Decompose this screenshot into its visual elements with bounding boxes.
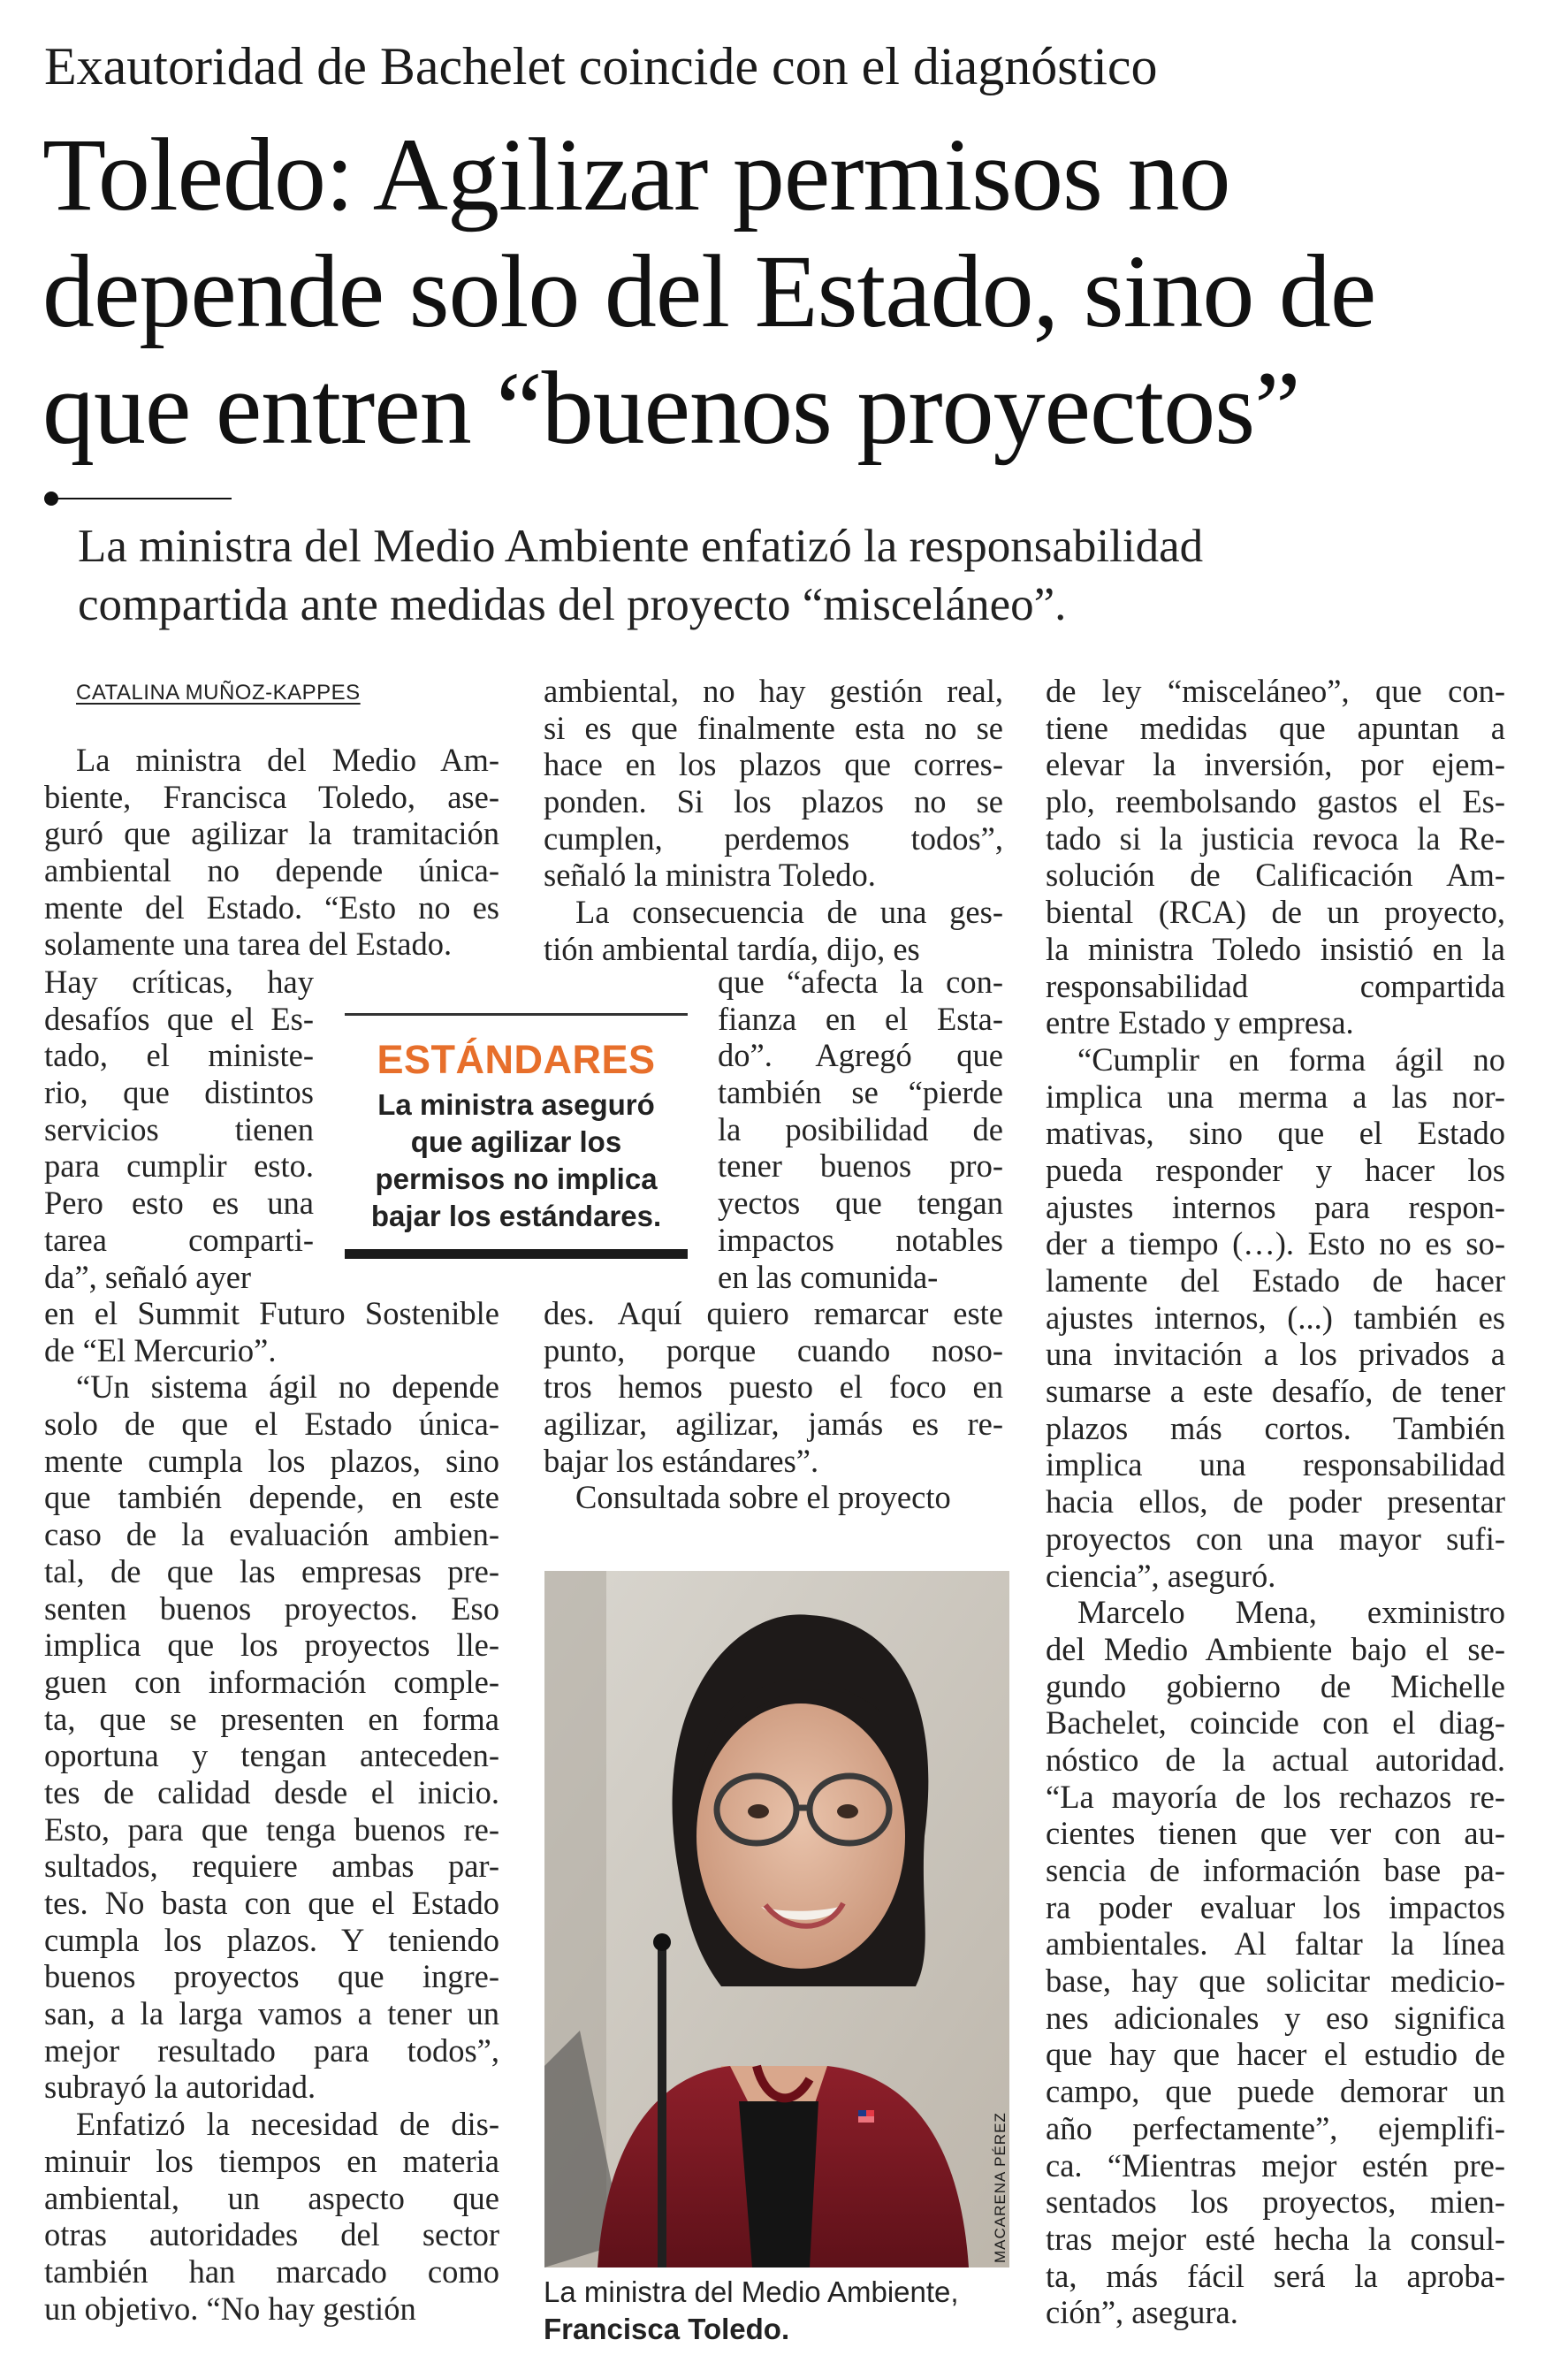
text-line: de ley “misceláneo”, que con- [1046, 673, 1505, 709]
text-line: sumarse a este desafío, de tener [1046, 1373, 1505, 1410]
column-2-wrap [718, 964, 1003, 1295]
text-line: buenos proyectos que ingre- [44, 1958, 499, 1995]
text-line: solo de que el Estado única- [44, 1406, 499, 1443]
text-line: agilizar, agilizar, jamás es re- [544, 1406, 1003, 1443]
text-line: sencia de información base pa- [1046, 1852, 1505, 1888]
text-line: nes adicionales y eso significa [1046, 1999, 1505, 2036]
text-line: del Medio Ambiente bajo el se- [1046, 1630, 1505, 1667]
text-line: responsabilidad compartida [1046, 967, 1505, 1004]
pull-quote-line: que agilizar los [410, 1125, 622, 1158]
headline-line: depende solo del Estado, sino de [42, 233, 1376, 349]
text-line: plo, reembolsando gastos el Es- [1046, 783, 1505, 820]
text-line: base, hay que solicitar medicio- [1046, 1963, 1505, 2000]
text-line: Consultada sobre el proyecto [575, 1479, 951, 1516]
deck-rule [55, 498, 232, 499]
photo-credit-text: MACARENA PÉREZ [992, 2112, 1009, 2263]
text-line: Pero esto es una [44, 1185, 314, 1222]
text-line: un objetivo. “No hay gestión [44, 2290, 416, 2327]
deck-line: compartida ante medidas del proyecto “misceláneo”. [78, 579, 1067, 630]
text-line: ca. “Mientras mejor estén pre- [1046, 2146, 1505, 2184]
text-line: La ministra del Medio Am- [76, 742, 499, 778]
kicker: Exautoridad de Bachelet coincide con el diagnóstico [44, 37, 1158, 95]
text-line: que “afecta la con- [718, 964, 1003, 1000]
text-line: tros hemos puesto el foco en [544, 1368, 1003, 1406]
text-line: lamente del Estado de hacer [1046, 1262, 1505, 1299]
pull-quote [345, 1013, 688, 1259]
text-line: una invitación a los privados a [1046, 1336, 1505, 1373]
column-2-top [544, 673, 1003, 968]
headline-line: Toledo: Agilizar permisos no [42, 117, 1230, 232]
headline [42, 117, 1536, 467]
text-line: mente del Estado. “Esto no es [44, 888, 499, 926]
text-line: proyectos con una mayor sufi- [1046, 1520, 1505, 1557]
text-line: también han marcado como [44, 2252, 499, 2290]
column-1-wrap [44, 964, 314, 1295]
pull-quote-line: permisos no implica [375, 1162, 658, 1195]
text-line: ra poder evaluar los impactos [1046, 1888, 1505, 1925]
text-line: da”, señaló ayer [44, 1258, 252, 1295]
text-line: mejor resultado para todos”, [44, 2031, 499, 2069]
deck [78, 517, 1527, 634]
text-line: otras autoridades del sector [44, 2216, 499, 2253]
text-line: campo, que puede demorar un [1046, 2073, 1505, 2110]
photo-caption [544, 2274, 1021, 2348]
text-line: señaló la ministra Toledo. [544, 857, 876, 894]
text-line: subrayó la autoridad. [44, 2069, 316, 2106]
text-line: Hay críticas, hay [44, 964, 314, 1000]
text-line: implica una merma a las nor- [1046, 1078, 1505, 1115]
text-line: “La mayoría de los rechazos re- [1046, 1778, 1505, 1815]
text-line: de “El Mercurio”. [44, 1331, 277, 1368]
text-line: biental (RCA) de un proyecto, [1046, 894, 1505, 931]
text-line: Esto, para que tenga buenos re- [44, 1810, 499, 1848]
byline: CATALINA MUÑOZ-KAPPES [76, 681, 361, 705]
text-line: tes de calidad desde el inicio. [44, 1773, 499, 1810]
deck-line: La ministra del Medio Ambiente enfatizó la responsabilidad [78, 521, 1204, 572]
pull-quote-bar [345, 1249, 688, 1259]
text-line: ambiental no depende única- [44, 852, 499, 889]
column-1-bottom [44, 1295, 499, 2327]
text-line: biente, Francisca Toledo, ase- [44, 778, 499, 815]
text-line: ta, que se presenten en forma [44, 1700, 499, 1737]
text-line: entre Estado y empresa. [1046, 1004, 1354, 1041]
text-line: Enfatizó la necesidad de dis- [76, 2106, 499, 2143]
text-line: que también depende, en este [44, 1479, 499, 1516]
text-line: pueda responder y hacer los [1046, 1151, 1505, 1188]
text-line: también se “pierde [718, 1074, 1003, 1111]
text-line: cientes tienen que ver con au- [1046, 1815, 1505, 1852]
text-line: sultados, requiere ambas par- [44, 1848, 499, 1885]
text-line: si es que finalmente esta no se [544, 709, 1003, 746]
text-line: mativas, sino que el Estado [1046, 1115, 1505, 1152]
text-line: nóstico de la actual autoridad. [1046, 1741, 1505, 1778]
caption-line: La ministra del Medio Ambiente, [544, 2275, 959, 2308]
text-line: punto, porque cuando noso- [544, 1331, 1003, 1368]
text-line: ta, más fácil será la aproba- [1046, 2257, 1505, 2294]
text-line: ajustes internos para respon- [1046, 1188, 1505, 1225]
text-line: ponden. Si los plazos no se [544, 783, 1003, 820]
text-line: san, a la larga vamos a tener un [44, 1995, 499, 2032]
pull-quote-line: bajar los estándares. [370, 1200, 662, 1232]
text-line: servicios tienen [44, 1110, 314, 1147]
text-line: en las comunida- [718, 1258, 939, 1295]
text-line: impactos notables [718, 1221, 1003, 1258]
text-line: mente cumpla los plazos, sino [44, 1442, 499, 1479]
text-line: tiene medidas que apuntan a [1046, 709, 1505, 746]
text-line: tener buenos pro- [718, 1147, 1003, 1185]
text-line: hacia ellos, de poder presentar [1046, 1483, 1505, 1521]
pull-quote-line: La ministra aseguró [377, 1088, 655, 1121]
text-line: “Un sistema ágil no depende [76, 1368, 499, 1406]
text-line: solución de Calificación Am- [1046, 857, 1505, 894]
text-line: do”. Agregó que [718, 1037, 1003, 1074]
text-line: “Cumplir en forma ágil no [1077, 1040, 1505, 1078]
text-line: elevar la inversión, por ejem- [1046, 746, 1505, 783]
photo-credit [992, 1874, 1018, 2263]
text-line: tado, el ministe- [44, 1037, 314, 1074]
text-line: ajustes internos, (...) también es [1046, 1299, 1505, 1336]
text-line: minuir los tiempos en materia [44, 2142, 499, 2179]
column-3 [1046, 673, 1505, 2331]
text-line: La consecuencia de una ges- [575, 894, 1003, 931]
text-line: la ministra Toledo insistió en la [1046, 930, 1505, 967]
text-line: que hay que hacer el estudio de [1046, 2036, 1505, 2073]
portrait-photo [544, 1571, 1009, 2267]
text-line: cumplen, perdemos todos”, [544, 819, 1003, 857]
text-line: bajar los estándares”. [544, 1442, 819, 1479]
text-line: ambiental, no hay gestión real, [544, 673, 1003, 709]
pull-quote-title: ESTÁNDARES [377, 1037, 656, 1082]
text-line: yectos que tengan [718, 1185, 1003, 1222]
text-line: año perfectamente”, ejemplifi- [1046, 2109, 1505, 2146]
text-line: en el Summit Futuro Sostenible [44, 1295, 499, 1331]
text-line: des. Aquí quiero remarcar este [544, 1295, 1003, 1331]
text-line: ciencia”, aseguró. [1046, 1557, 1276, 1594]
text-line: rio, que distintos [44, 1074, 314, 1111]
text-line: plazos más cortos. También [1046, 1409, 1505, 1446]
text-line: der a tiempo (…). Esto no es so- [1046, 1225, 1505, 1262]
text-line: tión ambiental tardía, dijo, es [544, 930, 920, 967]
pull-quote-text [345, 1086, 688, 1235]
text-line: sentados los proyectos, mien- [1046, 2184, 1505, 2221]
text-line: Marcelo Mena, exministro [1077, 1594, 1505, 1631]
text-line: tes. No basta con que el Estado [44, 1885, 499, 1921]
text-line: implica una responsabilidad [1046, 1446, 1505, 1483]
text-line: desafíos que el Es- [44, 1000, 314, 1037]
text-line: cumpla los plazos. Y teniendo [44, 1921, 499, 1958]
text-line: oportuna y tengan anteceden- [44, 1737, 499, 1774]
text-line: tado si la justicia revoca la Re- [1046, 819, 1505, 857]
text-line: fianza en el Esta- [718, 1000, 1003, 1037]
text-line: hace en los plazos que corres- [544, 746, 1003, 783]
column-2-bottom [544, 1295, 1003, 1516]
text-line: guen con información comple- [44, 1663, 499, 1700]
text-line: implica que los proyectos lle- [44, 1627, 499, 1664]
text-line: para cumplir esto. [44, 1147, 314, 1185]
text-line: tal, de que las empresas pre- [44, 1552, 499, 1589]
text-line: ambiental, un aspecto que [44, 2179, 499, 2216]
caption-name: Francisca Toledo. [544, 2313, 790, 2345]
text-line: ambientales. Al faltar la línea [1046, 1925, 1505, 1963]
text-line: solamente una tarea del Estado. [44, 926, 453, 963]
text-line: tras mejor esté hecha la consul- [1046, 2220, 1505, 2257]
text-line: gundo gobierno de Michelle [1046, 1667, 1505, 1704]
text-line: Bachelet, coincide con el diag- [1046, 1704, 1505, 1742]
headline-line: que entren “buenos proyectos” [42, 350, 1300, 466]
text-line: la posibilidad de [718, 1110, 1003, 1147]
text-line: caso de la evaluación ambien- [44, 1516, 499, 1553]
text-line: senten buenos proyectos. Eso [44, 1589, 499, 1627]
column-1-top [44, 742, 499, 963]
pull-quote-rule [345, 1013, 688, 1016]
text-line: guró que agilizar la tramitación [44, 815, 499, 852]
text-line: ción”, asegura. [1046, 2294, 1238, 2331]
text-line: tarea comparti- [44, 1221, 314, 1258]
